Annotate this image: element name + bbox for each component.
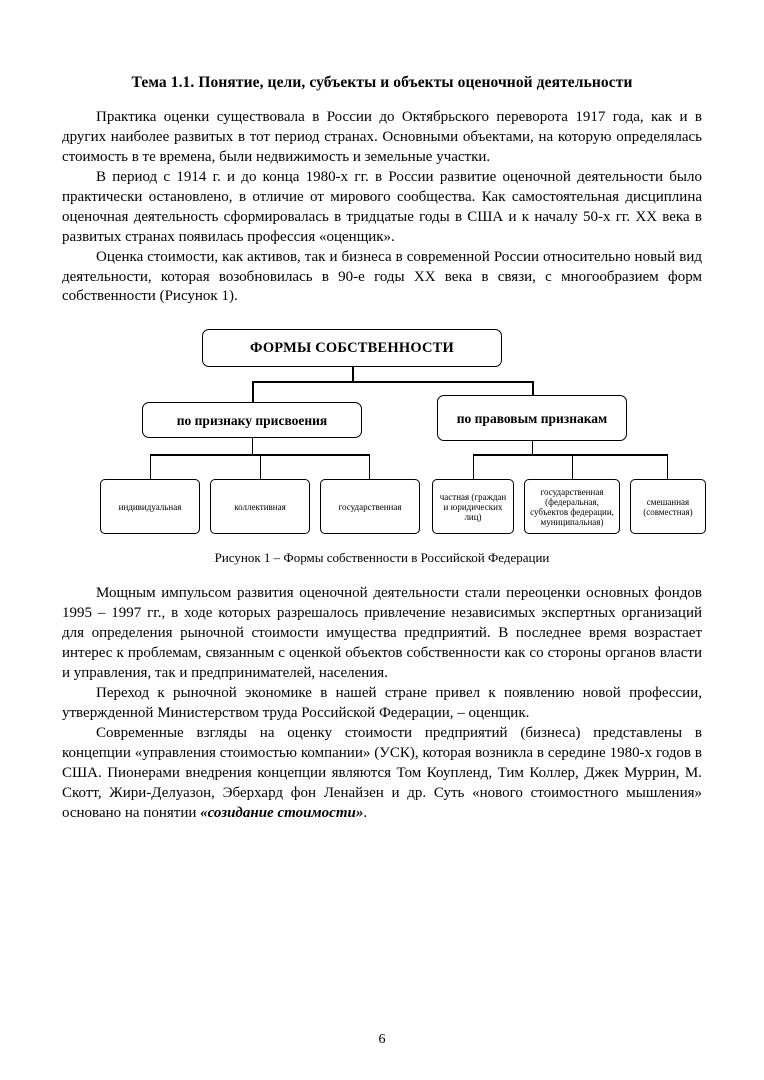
figure-caption: Рисунок 1 – Формы собственности в Российской Федерации	[214, 550, 550, 566]
connector-leaf-6	[667, 454, 668, 479]
connector-leaf-1	[150, 454, 151, 479]
connector-mid-left-down	[252, 438, 253, 454]
connector-leaf-5	[572, 454, 573, 479]
diagram-leaf-collective: коллективная	[210, 479, 310, 534]
connector-to-mid-right	[532, 381, 534, 395]
connector-root-horizontal	[252, 381, 533, 383]
paragraph-6-text: Современные взгляды на оценку стоимости предприятий (бизнеса) представлены в концепции «управления стоимостью компании» (УСК), которая возникла в середине 1980-х годов в США. Пионерами внедрения концепции являются Том Коупленд, Тим Коллер, Джек Муррин, М. Скотт, Жири-Делуазон, Эберхард фон Ленайзен и др. Суть «нового стоимостного мышления» основано на понятии	[62, 724, 702, 821]
paragraph-2: В период с 1914 г. и до конца 1980-х гг. в России развитие оценочной деятельности было практически остановлено, в отличие от мирового сообщества. Как самостоятельная дисциплина оценочная деятельность сформировалась в тридцатые годы в США и к началу 50-х гг. XX века в развитых странах появилась профессия «оценщик».	[62, 168, 702, 245]
intro-paragraphs	[62, 108, 702, 307]
paragraph-6	[62, 724, 702, 824]
connector-to-mid-left	[252, 381, 254, 402]
connector-leaf-2	[260, 454, 261, 479]
closing-paragraphs	[62, 584, 702, 823]
diagram-leaf-state: государственная	[320, 479, 420, 534]
connector-leaf-4	[473, 454, 474, 479]
paragraph-1: Практика оценки существовала в России до Октябрьского переворота 1917 года, как и в других наиболее развитых в тот период странах. Основными объектами, на которую определялась стоимость в те времена, были недвижимость и земельные участки.	[62, 109, 702, 165]
diagram-node-mid-left: по признаку присвоения	[142, 402, 362, 438]
connector-right-bus	[473, 454, 668, 455]
figure-1	[62, 329, 702, 566]
diagram-leaf-state-legal: государственная (федеральная, субъектов федерации, муниципальная)	[524, 479, 620, 534]
paragraph-5: Переход к рыночной экономике в нашей стране привел к появлению новой профессии, утвержденной Министерством труда Российской Федерации, – оценщик.	[62, 685, 702, 721]
page-title: Тема 1.1. Понятие, цели, субъекты и объекты оценочной деятельности	[131, 74, 633, 91]
paragraph-4: Мощным импульсом развития оценочной деятельности стали переоценки основных фондов 1995 – 1997 гг., в ходе которых разрешалось привлечение независимых экспертных организаций для определения рыночной стоимости имущества предприятий. В последнее время возрастает интерес к проблемам, связанным с оценкой объектов собственности как со стороны органов власти и управления, так и предпринимателей, населения.	[62, 585, 702, 682]
diagram-node-mid-right: по правовым признакам	[437, 395, 627, 441]
connector-mid-right-down	[532, 441, 533, 454]
diagram-node-root: ФОРМЫ СОБСТВЕННОСТИ	[202, 329, 502, 367]
ownership-forms-diagram	[62, 329, 702, 544]
diagram-leaf-private: частная (граждан и юридических лиц)	[432, 479, 514, 534]
paragraph-6-emphasis: «созидание стоимости»	[200, 804, 364, 821]
connector-leaf-3	[369, 454, 370, 479]
diagram-leaf-individual: индивидуальная	[100, 479, 200, 534]
connector-root-vertical	[352, 367, 354, 381]
paragraph-6-tail: .	[363, 804, 368, 821]
page-number: 6	[378, 1032, 386, 1047]
diagram-leaf-mixed: смешанная (совместная)	[630, 479, 706, 534]
paragraph-3: Оценка стоимости, как активов, так и бизнеса в современной России относительно новый вид деятельности, которая возобновилась в 90-е годы XX века в связи, с многообразием форм собственности (Рисунок 1).	[62, 248, 702, 305]
